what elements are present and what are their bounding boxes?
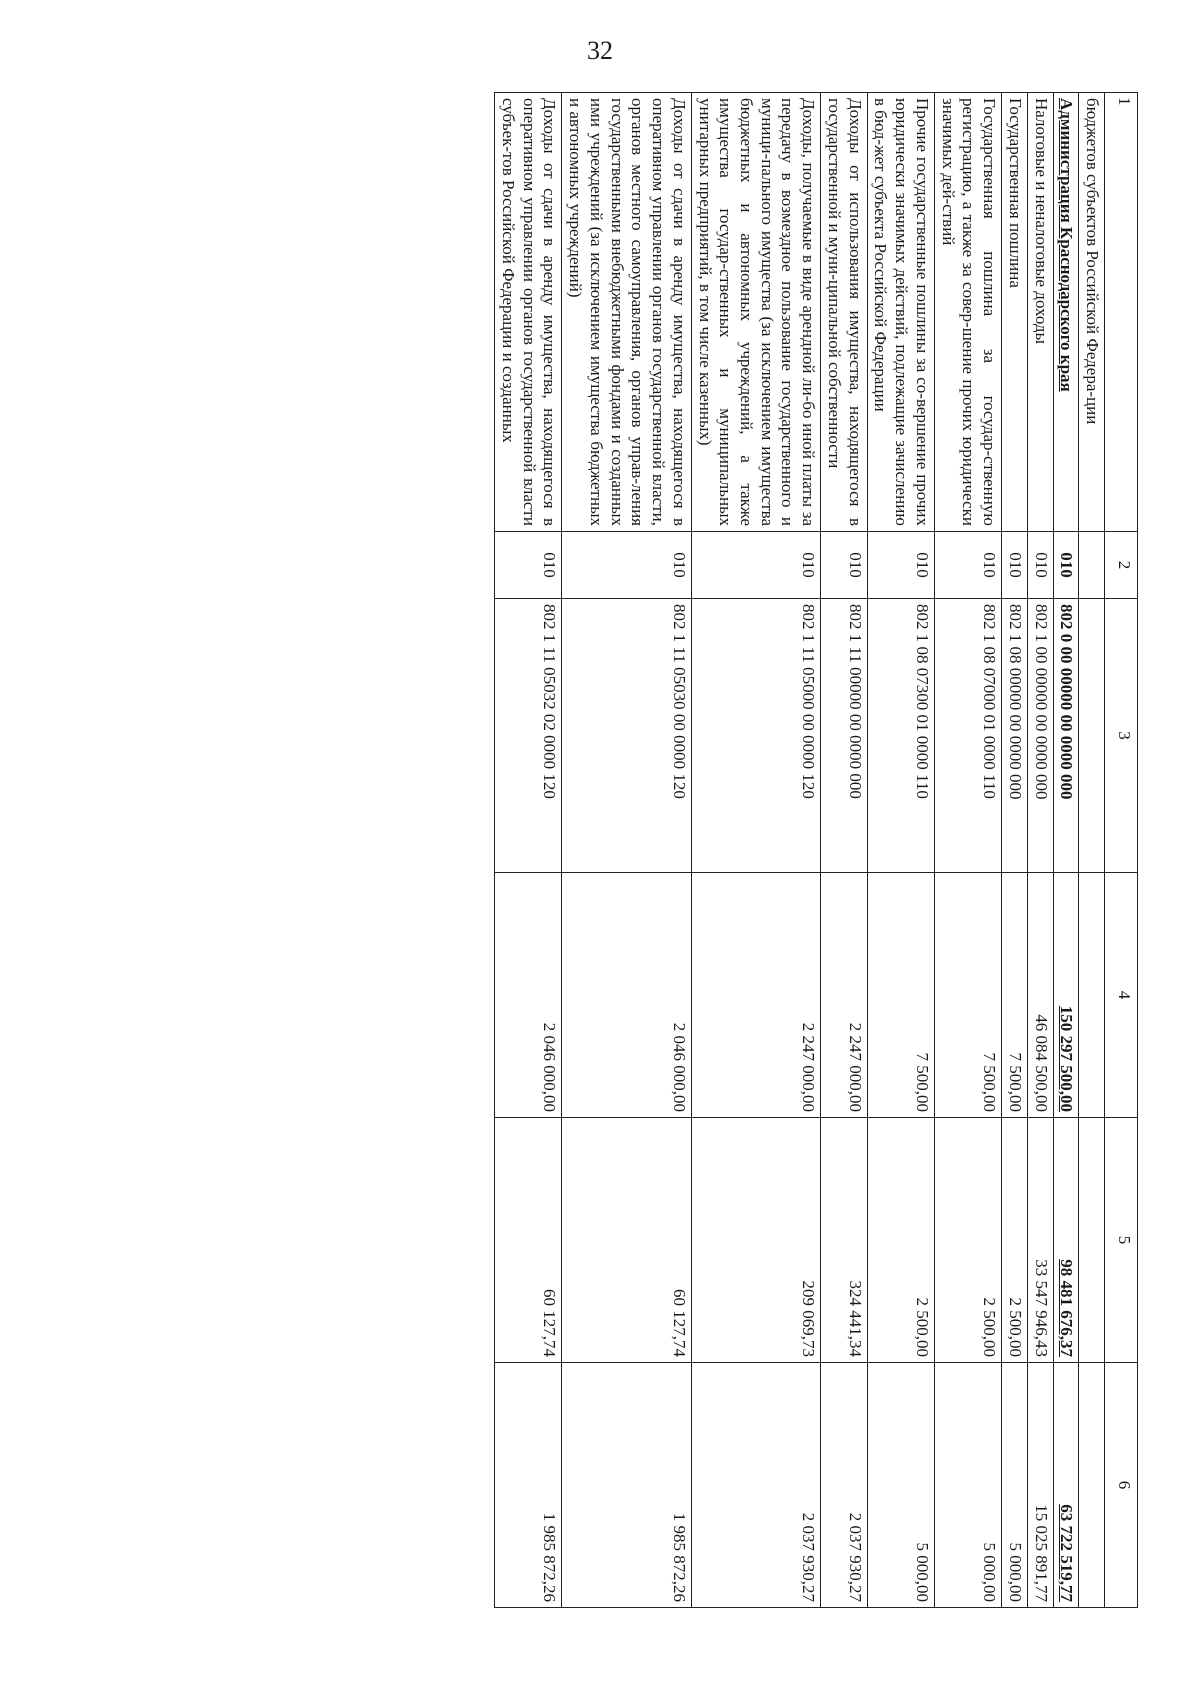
cell-code: 010 (1053, 532, 1079, 599)
table-row (691, 93, 820, 1608)
cell-value-col6: 15 025 891,77 (1027, 1363, 1053, 1608)
cell-name: Доходы от сдачи в аренду имущества, находящегося в оперативном управлении органов государственной власти, органов местного самоуправления, органов управ-ления государственными внебюджетными фондами и созданных ими учреждений (за исключением имущества бюджетных и автономных учреждений) (562, 93, 691, 532)
header-col-4: 4 (1105, 873, 1138, 1118)
cell-value-col4: 2 247 000,00 (691, 873, 820, 1118)
cell-code: 010 (495, 532, 562, 599)
table-row (867, 93, 934, 1608)
cell-kbk: 802 0 00 00000 00 0000 000 (1053, 599, 1079, 873)
cell-value-col5: 60 127,74 (495, 1118, 562, 1363)
cell-value-col4: 2 046 000,00 (495, 873, 562, 1118)
cell-code: 010 (1002, 532, 1028, 599)
cell-kbk: 802 1 11 00000 00 0000 000 (821, 599, 867, 873)
cell-value-col5: 209 069,73 (691, 1118, 820, 1363)
header-col-3: 3 (1105, 599, 1138, 873)
table-row (934, 93, 1001, 1608)
cell-value-col4: 7 500,00 (1002, 873, 1028, 1118)
cell-name: Администрация Краснодарского края (1053, 93, 1079, 532)
header-col-5: 5 (1105, 1118, 1138, 1363)
cell-name: Государственная пошлина (1002, 93, 1028, 532)
table-header-row (1105, 93, 1138, 1608)
cell-name: Доходы, получаемые в виде арендной ли-бо иной платы за передачу в возмездное пользование государственного и муници-пального имущества (за исключением имущества бюджетных и автономных учреждений, а также имущества государ-ственных и муниципальных унитарных предприятий, в том числе казенных) (691, 93, 820, 532)
cell-value-col6: 5 000,00 (934, 1363, 1001, 1608)
rotated-table-container (168, 92, 1138, 1608)
cell-value-col6: 5 000,00 (867, 1363, 934, 1608)
cell-value-col5: 60 127,74 (562, 1118, 691, 1363)
cell-kbk: 802 1 11 05030 00 0000 120 (562, 599, 691, 873)
cell-value-col5: 324 441,34 (821, 1118, 867, 1363)
table-row (1027, 93, 1053, 1608)
header-col-1: 1 (1105, 93, 1138, 532)
cell-name: Налоговые и неналоговые доходы (1027, 93, 1053, 532)
cell-value-col6: 1 985 872,26 (562, 1363, 691, 1608)
table-row (1079, 93, 1105, 1608)
cell-value-col6: 5 000,00 (1002, 1363, 1028, 1608)
cell-value-col6: 2 037 930,27 (821, 1363, 867, 1608)
cell-name: Доходы от использования имущества, находящегося в государственной и муни-ципальной собственности (821, 93, 867, 532)
cell-value-col4 (1079, 873, 1105, 1118)
table-row (562, 93, 691, 1608)
cell-value-col5: 2 500,00 (867, 1118, 934, 1363)
cell-code: 010 (934, 532, 1001, 599)
cell-value-col4: 2 247 000,00 (821, 873, 867, 1118)
cell-kbk: 802 1 00 00000 00 0000 000 (1027, 599, 1053, 873)
cell-value-col6 (1079, 1363, 1105, 1608)
table-row (495, 93, 562, 1608)
cell-kbk: 802 1 11 05032 02 0000 120 (495, 599, 562, 873)
cell-value-col4: 7 500,00 (934, 873, 1001, 1118)
cell-name: Государственная пошлина за государ-ственную регистрацию, а также за совер-шение прочих юридически значимых дей-ствий (934, 93, 1001, 532)
cell-value-col4: 7 500,00 (867, 873, 934, 1118)
revenue-table (494, 92, 1138, 1608)
table-row (821, 93, 867, 1608)
cell-value-col6: 1 985 872,26 (495, 1363, 562, 1608)
cell-code: 010 (821, 532, 867, 599)
table-row (1002, 93, 1028, 1608)
cell-name: Прочие государственные пошлины за со-вершение прочих юридически значимых действий, подлежащие зачислению в бюд-жет субъекта Российской Федерации (867, 93, 934, 532)
header-col-6: 6 (1105, 1363, 1138, 1608)
cell-value-col5: 2 500,00 (934, 1118, 1001, 1363)
cell-kbk (1079, 599, 1105, 873)
header-col-2: 2 (1105, 532, 1138, 599)
cell-code: 010 (1027, 532, 1053, 599)
cell-value-col5: 33 547 946,43 (1027, 1118, 1053, 1363)
cell-code (1079, 532, 1105, 599)
cell-code: 010 (867, 532, 934, 599)
cell-value-col5 (1079, 1118, 1105, 1363)
cell-value-col4: 150 297 500,00 (1053, 873, 1079, 1118)
table-body (495, 93, 1105, 1608)
cell-name: бюджетов субъектов Российской Федера-ции (1079, 93, 1105, 532)
cell-value-col4: 2 046 000,00 (562, 873, 691, 1118)
cell-name: Доходы от сдачи в аренду имущества, находящегося в оперативном управлении органов государственной власти субъек-тов Российской Федерации и созданных (495, 93, 562, 532)
cell-kbk: 802 1 11 05000 00 0000 120 (691, 599, 820, 873)
cell-value-col5: 2 500,00 (1002, 1118, 1028, 1363)
cell-value-col6: 63 722 519,77 (1053, 1363, 1079, 1608)
cell-value-col5: 98 481 676,37 (1053, 1118, 1079, 1363)
cell-kbk: 802 1 08 07300 01 0000 110 (867, 599, 934, 873)
cell-kbk: 802 1 08 07000 01 0000 110 (934, 599, 1001, 873)
cell-kbk: 802 1 08 00000 00 0000 000 (1002, 599, 1028, 873)
cell-code: 010 (562, 532, 691, 599)
cell-value-col4: 46 084 500,00 (1027, 873, 1053, 1118)
page-number: 32 (587, 36, 613, 65)
table-row (1053, 93, 1079, 1608)
cell-value-col6: 2 037 930,27 (691, 1363, 820, 1608)
cell-code: 010 (691, 532, 820, 599)
